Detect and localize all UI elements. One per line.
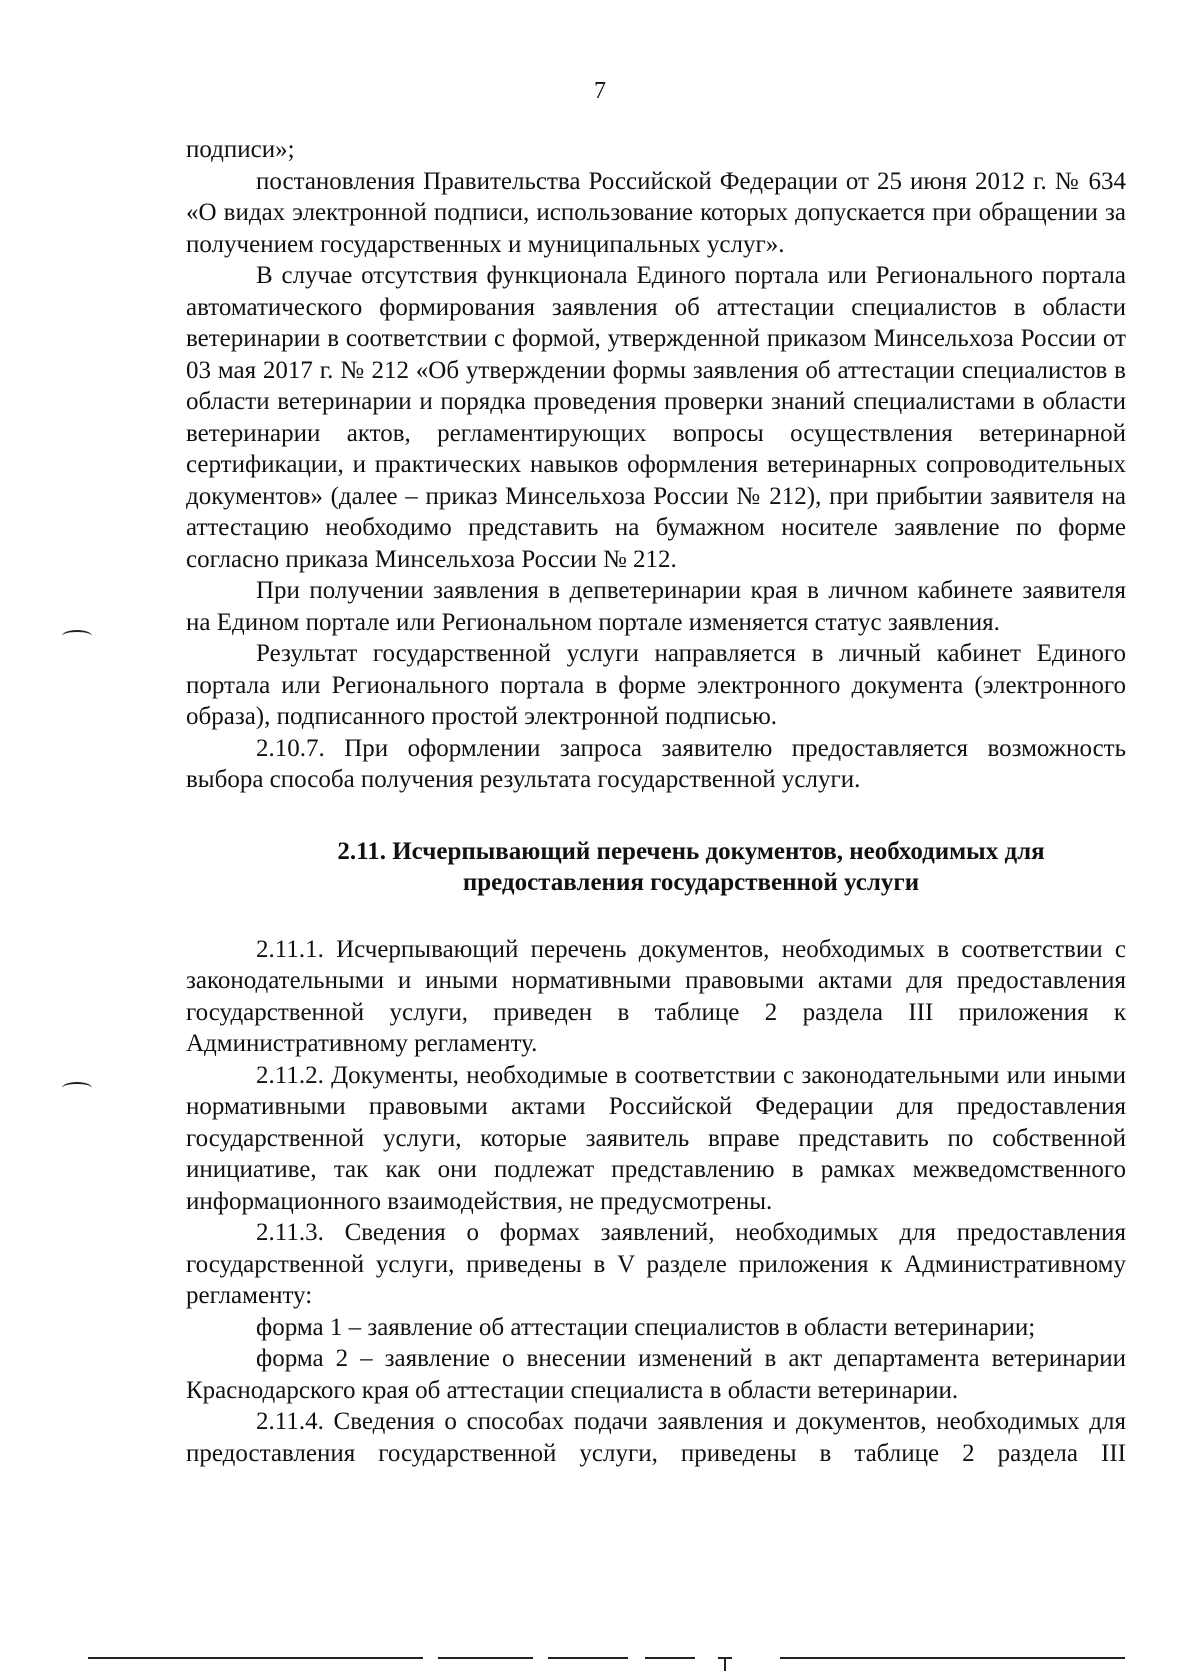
paragraph-result-delivery: Результат государственной услуги направляется в личный кабинет Единого портала или Регионального портала в форме электронного документа (электронного образа), подписанного простой электронной подписью. — [186, 640, 1126, 730]
paragraph-2-11-4: 2.11.4. Сведения о способах подачи заявления и документов, необходимых для предоставления государственной услуги, приведены в таблице 2 раздела III — [186, 1408, 1126, 1467]
paragraph-2-11-1: 2.11.1. Исчерпывающий перечень документов, необходимых в соответствии с законодательными и иными нормативными правовыми актами для предоставления государственной услуги, приведен в таблице 2 раздела III приложения к Административному регламенту. — [186, 935, 1126, 1057]
section-heading-line-2: предоставления государственной услуги — [462, 868, 920, 896]
paragraph-status-change: При получении заявления в депветеринарии края в личном кабинете заявителя на Едином портале или Региональном портале изменяется статус заявления. — [186, 577, 1126, 636]
footer-scan-line — [780, 1657, 1125, 1659]
paragraph-continuation: подписи»; — [186, 136, 295, 163]
margin-hole-mark-icon — [62, 1082, 92, 1094]
footer-scan-line — [88, 1657, 423, 1659]
section-heading-line-1: 2.11. Исчерпывающий перечень документов, необходимых для — [337, 837, 1045, 865]
paragraph-form-2: форма 2 – заявление о внесении изменений в акт департамента ветеринарии Краснодарского края об аттестации специалиста в области ветеринарии. — [186, 1345, 1126, 1404]
paragraph-2-11-3: 2.11.3. Сведения о формах заявлений, необходимых для предоставления государственной услуги, приведены в V разделе приложения к Административному регламенту: — [186, 1219, 1126, 1309]
margin-hole-mark-icon — [62, 630, 92, 642]
page-number: 7 — [594, 78, 606, 104]
section-heading-2-11 — [186, 836, 1126, 898]
paragraph-form-1: форма 1 – заявление об аттестации специалистов в области ветеринарии; — [256, 1313, 1036, 1341]
paragraph-no-portal-function: В случае отсутствия функционала Единого портала или Регионального портала автоматического формирования заявления об аттестации специалистов в области ветеринарии в соответствии с формой, утвержденной приказом Минсельхоза России от 03 мая 2017 г. № 212 «Об утверждении формы заявления об аттестации специалистов в области ветеринарии и порядка проведения проверки знаний специалистами в области ветеринарии актов, регламентирующих вопросы осуществления ветеринарной сертификации, и практических навыков оформления ветеринарных сопроводительных документов» (далее – приказ Минсельхоза России № 212), при прибытии заявителя на аттестацию необходимо представить на бумажном носителе заявление по форме согласно приказа Минсельхоза России № 212. — [186, 262, 1126, 573]
footer-scan-line — [438, 1657, 533, 1659]
footer-scan-line — [548, 1657, 628, 1659]
footer-scan-line — [645, 1657, 695, 1659]
document-body — [186, 134, 1126, 1469]
footer-tick-icon — [718, 1657, 732, 1671]
paragraph-2-11-2: 2.11.2. Документы, необходимые в соответствии с законодательными или иными нормативными правовыми актами Российской Федерации для предоставления государственной услуги, которые заявитель вправе представить по собственной инициативе, так как они подлежат представлению в рамках межведомственного информационного взаимодействия, не предусмотрены. — [186, 1061, 1126, 1215]
paragraph-resolution-634: постановления Правительства Российской Федерации от 25 июня 2012 г. № 634 «О видах электронной подписи, использование которых допускается при обращении за получением государственных и муниципальных услуг». — [186, 167, 1126, 258]
paragraph-2-10-7: 2.10.7. При оформлении запроса заявителю предоставляется возможность выбора способа получения результата государственной услуги. — [186, 734, 1126, 793]
